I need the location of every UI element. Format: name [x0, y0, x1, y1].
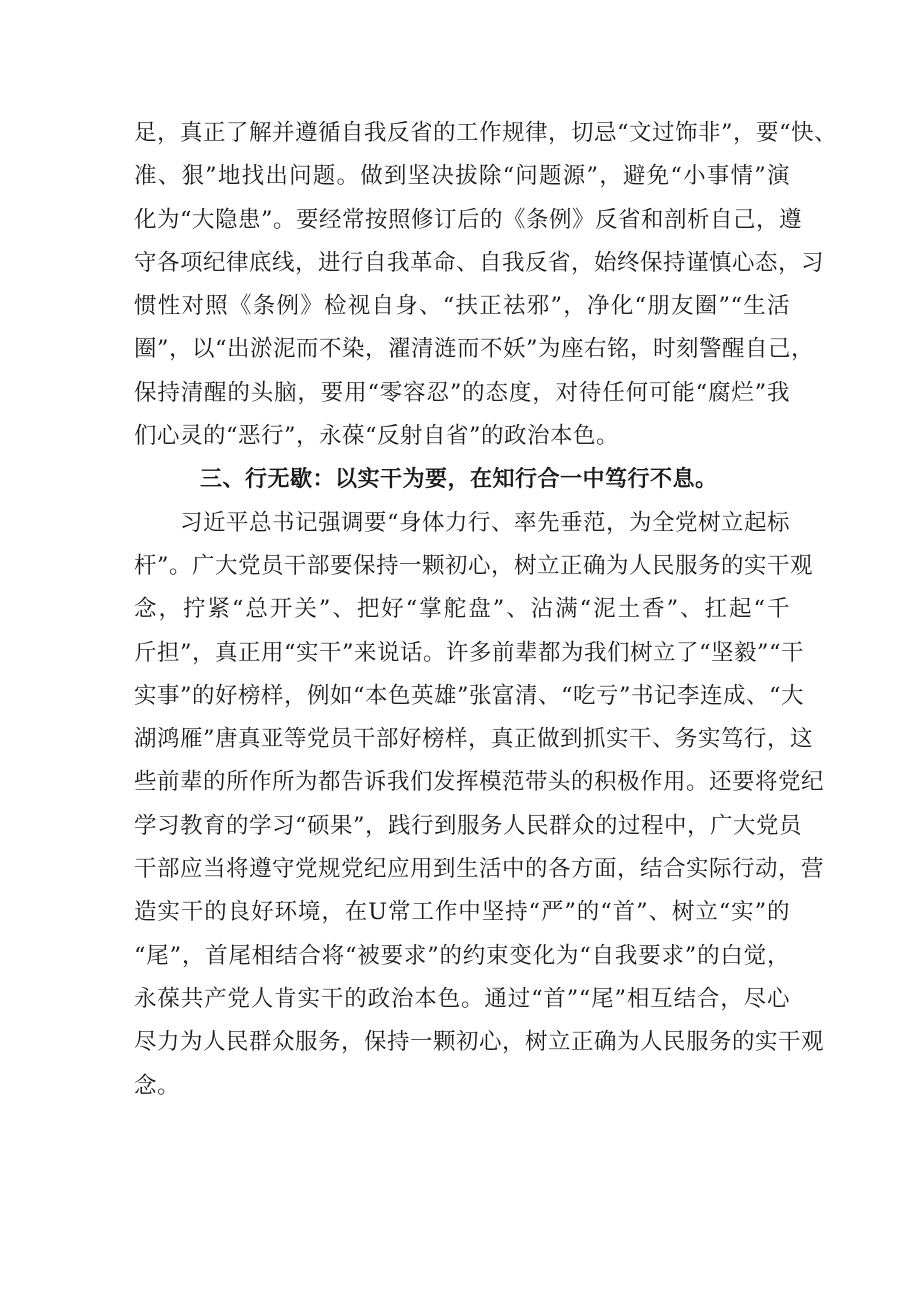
text-line: “尾”，首尾相结合将“被要求”的约束变化为“自我要求”的白觉， — [134, 942, 790, 969]
text-line: 守各项纪律底线，进行自我革命、自我反省，始终保持谨慎心态，习 — [134, 249, 825, 276]
paragraph-1 — [134, 112, 838, 458]
text-line: 干部应当将遵守党规党纪应用到生活中的各方面，结合实际行动，营 — [134, 856, 825, 883]
text-line: 念，拧紧“总开关”、把好“掌舵盘”、沾满“泥土香”、扛起“千 — [134, 596, 790, 623]
text-line: 惯性对照《条例》检视自身、“扶正祛邪”，净化“朋友圈”“生活 — [134, 293, 790, 320]
text-line: 造实干的良好环境，在U常工作中坚持“严”的“首”、树立“实”的 — [134, 899, 790, 926]
paragraph-2 — [134, 502, 825, 1108]
text-line: 足，真正了解并遵循自我反省的工作规律，切忌“文过饰非”，要“快、 — [134, 120, 838, 146]
text-line: 保持清醒的头脑，要用“零容忍”的态度，对待任何可能“腐烂”我 — [134, 379, 790, 406]
text-line: 化为“大隐患”。要经常按照修订后的《条例》反省和剖析自己，遵 — [134, 206, 803, 233]
text-line: 念。 — [134, 1072, 181, 1099]
text-line: 杆”。广大党员干部要保持一颗初心，树立正确为人民服务的实干观 — [134, 552, 814, 579]
text-line: 准、狠”地找出问题。做到坚决拔除“问题源”，避免“小事情”演 — [134, 163, 790, 190]
text-line: 实事”的好榜样，例如“本色英雄”张富清、“吃亏”书记李连成、“大 — [134, 682, 805, 709]
text-line: 习近平总书记强调要“身体力行、率先垂范，为全党树立起标 — [180, 509, 791, 536]
text-line: 些前辈的所作所为都告诉我们发挥模范带头的积极作用。还要将党纪 — [134, 769, 825, 796]
text-line: 们心灵的“恶行”，永葆“反射自省”的政治本色。 — [134, 423, 620, 450]
text-line: 永葆共产党人肯实干的政治本色。通过“首”“尾”相互结合，尽心 — [134, 985, 790, 1012]
text-line: 湖鸿雁”唐真亚等党员干部好榜样，真正做到抓实干、务实笃行，这 — [134, 726, 814, 753]
text-line: 斤担”，真正用“实干”来说话。许多前辈都为我们树立了“坚毅”“干 — [134, 639, 805, 666]
text-line: 尽力为人民群众服务，保持一颗初心，树立正确为人民服务的实干观 — [134, 1029, 825, 1056]
document-body — [134, 112, 838, 1108]
text-line: 圈”，以“出淤泥而不染，濯清涟而不妖”为座右铭，时刻警醒自己， — [134, 336, 815, 363]
section-heading: 三、行无歇：以实干为要，在知行合一中笃行不息。 — [200, 467, 718, 493]
text-line: 学习教育的学习“硕果”，践行到服务人民群众的过程中，广大党员 — [134, 812, 803, 839]
